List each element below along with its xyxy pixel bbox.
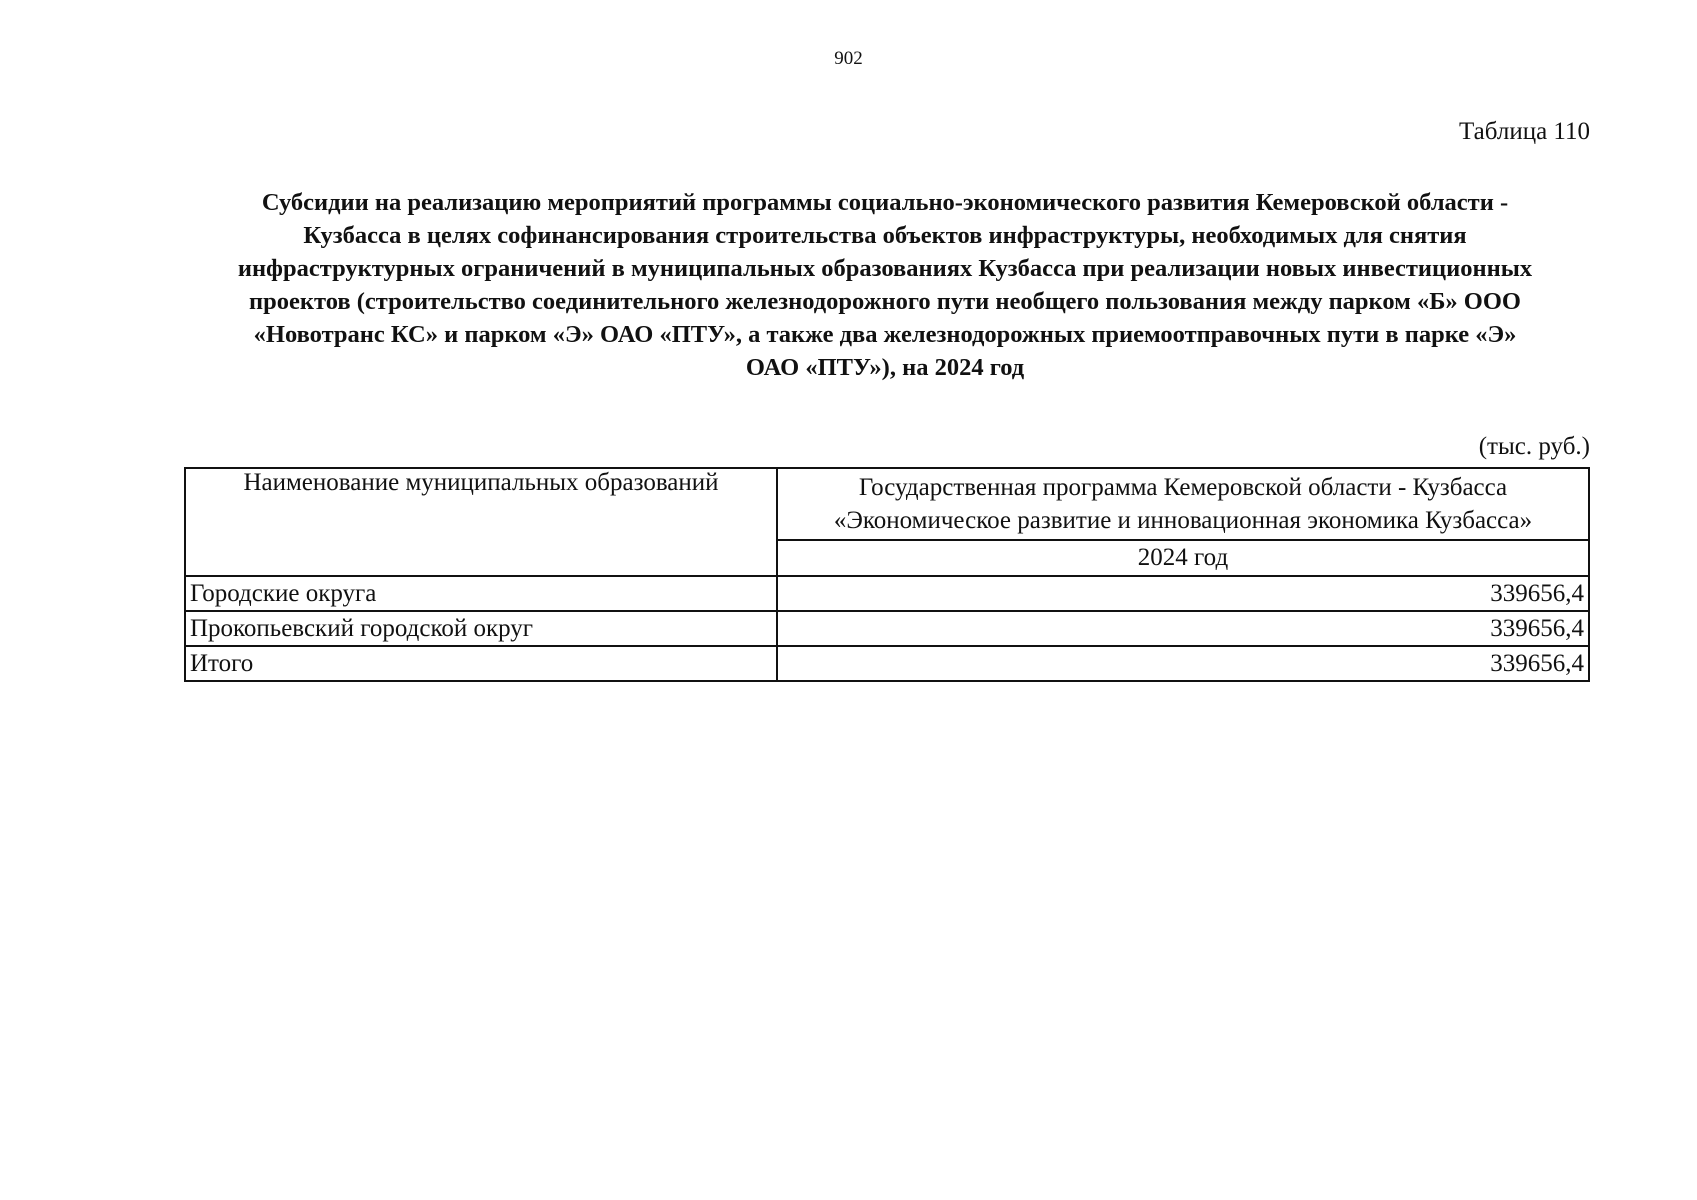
title-line: ОАО «ПТУ»), на 2024 год	[745, 354, 1025, 381]
title-line: «Новотранс КС» и парком «Э» ОАО «ПТУ», а также два железнодорожных приемоотправочных пути в парке «Э»	[253, 321, 1517, 348]
title-line: инфраструктурных ограничений в муниципальных образованиях Кузбасса при реализации новых инвестиционных	[237, 255, 1533, 282]
header-program	[777, 468, 1589, 540]
row-name: Итого	[185, 646, 777, 681]
title-line: проектов (строительство соединительного железнодорожного пути необщего пользования между парком «Б» ООО	[249, 288, 1521, 315]
table-label: Таблица 110	[1459, 118, 1590, 145]
title-line: Кузбасса в целях софинансирования строительства объектов инфраструктуры, необходимых для снятия	[303, 222, 1467, 249]
row-value: 339656,4	[777, 646, 1589, 681]
units-label: (тыс. руб.)	[1478, 433, 1590, 460]
header-program-line: Государственная программа Кемеровской области - Кузбасса	[858, 474, 1508, 501]
subsidy-table	[184, 467, 1590, 682]
document-title	[180, 186, 1590, 384]
table-row	[185, 576, 1589, 611]
row-value: 339656,4	[777, 576, 1589, 611]
table-header-row	[185, 468, 1589, 540]
row-value: 339656,4	[777, 611, 1589, 646]
table-row	[185, 646, 1589, 681]
table-row	[185, 611, 1589, 646]
header-program-line: «Экономическое развитие и инновационная экономика Кузбасса»	[833, 507, 1533, 534]
page-number: 902	[834, 48, 863, 69]
row-name: Прокопьевский городской округ	[185, 611, 777, 646]
title-line: Субсидии на реализацию мероприятий программы социально-экономического развития Кемеровской области -	[261, 189, 1509, 216]
row-name: Городские округа	[185, 576, 777, 611]
header-name-column: Наименование муниципальных образований	[185, 468, 777, 576]
header-year: 2024 год	[777, 540, 1589, 576]
